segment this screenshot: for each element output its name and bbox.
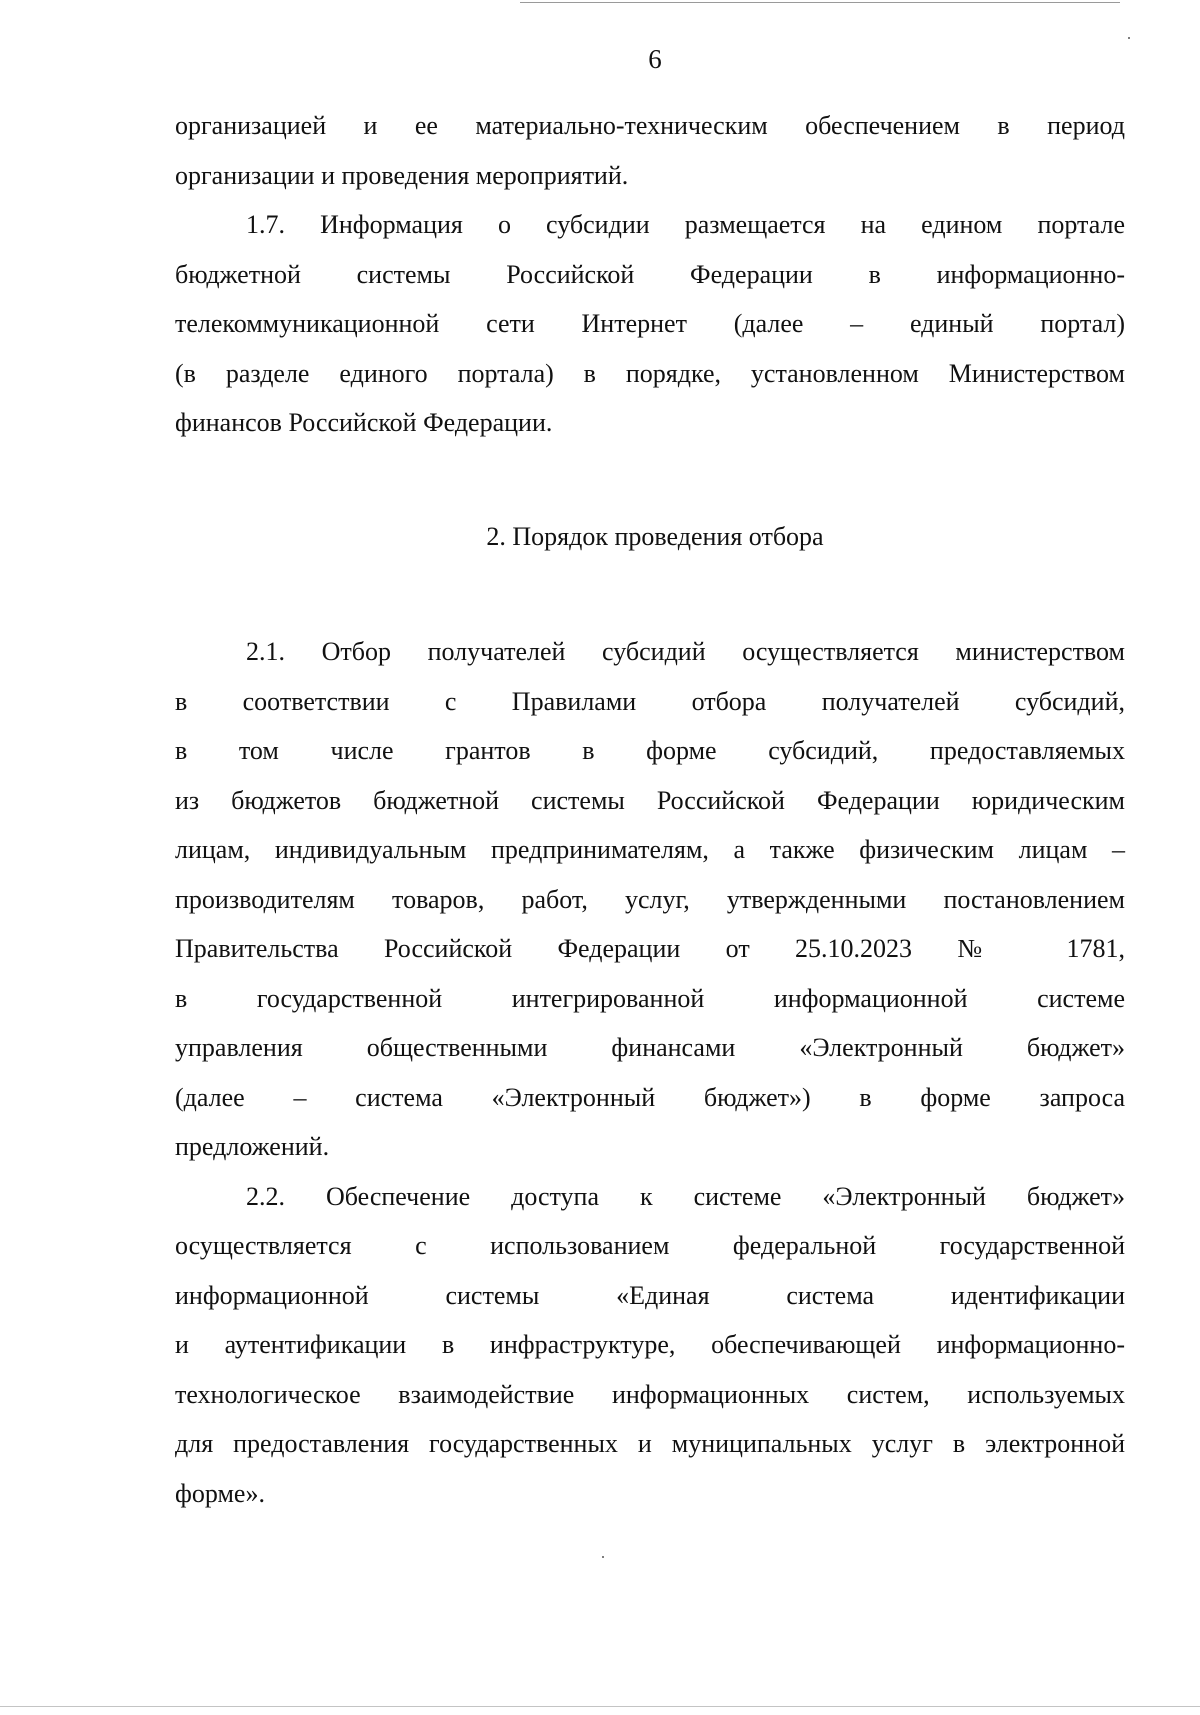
text-line: из бюджетов бюджетной системы Российской Федерации юридическим: [175, 785, 1125, 815]
scan-edge-top: [520, 2, 1120, 3]
text-line: организацией и ее материально-техническим обеспечением в период: [175, 111, 1125, 140]
text-line: 1.7. Информация о субсидии размещается на едином портале: [246, 210, 1125, 239]
text-line: в соответствии с Правилами отбора получателей субсидий,: [175, 686, 1125, 716]
text-line: 2.2. Обеспечение доступа к системе «Электронный бюджет»: [246, 1181, 1125, 1211]
text-line: телекоммуникационной сети Интернет (далее – единый портал): [175, 309, 1125, 338]
page-number: 6: [648, 44, 662, 74]
text-line: и аутентификации в инфраструктуре, обеспечивающей информационно-: [175, 1330, 1125, 1359]
text-line: 2.1. Отбор получателей субсидий осуществляется министерством: [246, 637, 1125, 666]
text-line: бюджетной системы Российской Федерации в информационно-: [175, 259, 1125, 289]
text-line: производителям товаров, работ, услуг, утвержденными постановлением: [175, 884, 1125, 914]
text-line: (в разделе единого портала) в порядке, установленном Министерством: [175, 358, 1125, 388]
text-line: осуществляется с использованием федеральной государственной: [175, 1231, 1125, 1260]
paragraph-1-7: [175, 200, 1125, 448]
text-line: финансов Российской Федерации.: [175, 408, 553, 437]
paragraph-2-1: [175, 627, 1125, 1172]
text-line: информационной системы «Единая система идентификации: [175, 1280, 1125, 1310]
text-line: форме».: [175, 1478, 265, 1508]
text-line: в государственной интегрированной информационной системе: [175, 983, 1125, 1013]
scan-speck: [602, 1556, 604, 1558]
text-line: организации и проведения мероприятий.: [175, 160, 629, 190]
section-heading: 2. Порядок проведения отбора: [486, 522, 824, 551]
paragraph-continuation: [175, 101, 1125, 200]
text-line: технологическое взаимодействие информационных систем, используемых: [175, 1379, 1125, 1409]
text-line: Правительства Российской Федерации от 25.10.2023 № 1781,: [175, 934, 1125, 963]
document-body-top: [175, 101, 1125, 448]
text-line: предложений.: [175, 1132, 330, 1161]
document-body-section-2: [175, 627, 1125, 1518]
text-line: управления общественными финансами «Электронный бюджет»: [175, 1033, 1125, 1062]
text-line: лицам, индивидуальным предпринимателям, а также физическим лицам –: [175, 835, 1125, 864]
text-line: для предоставления государственных и муниципальных услуг в электронной: [175, 1429, 1125, 1458]
text-line: (далее – система «Электронный бюджет») в форме запроса: [175, 1082, 1125, 1112]
paragraph-2-2: [175, 1172, 1125, 1519]
scan-speck: [1128, 37, 1130, 39]
text-line: в том числе грантов в форме субсидий, предоставляемых: [175, 736, 1125, 765]
scan-edge-bottom: [0, 1706, 1200, 1707]
